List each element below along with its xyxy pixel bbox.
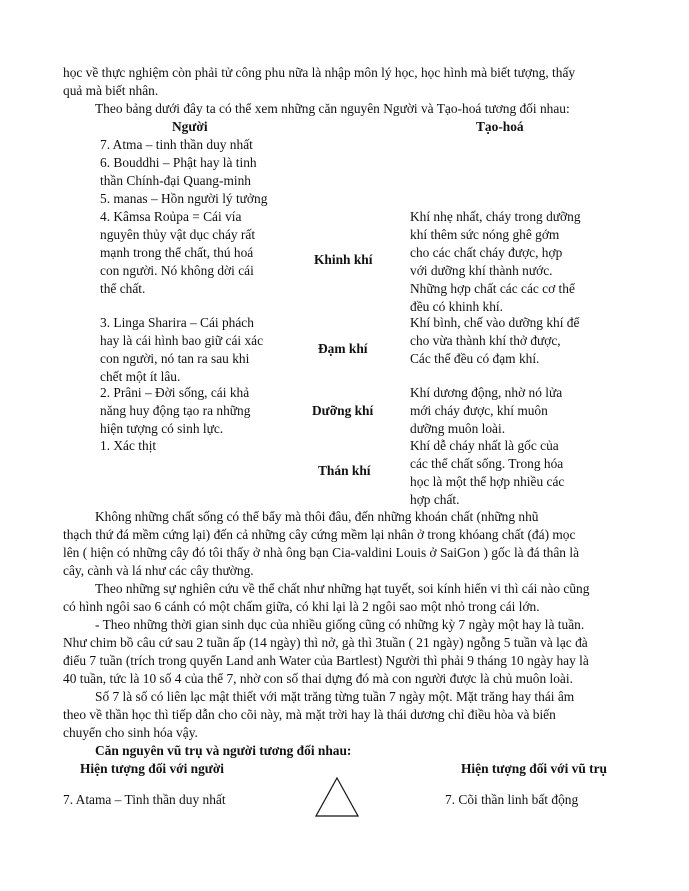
col-right-title: Hiện tượng đối với vũ trụ — [461, 761, 608, 776]
table-row-than-left — [100, 437, 156, 455]
table-cell-line: học là một thể hợp nhiều các — [410, 474, 565, 489]
table-cell-line: cho vừa thành khí thở được, — [410, 333, 561, 348]
col-left-title: Hiện tượng đối với người — [80, 761, 224, 776]
table-cell-line: với dưỡng khí thành nước. — [410, 263, 553, 278]
para-1-line: Không những chất sống có thể bẩy mà thôi đâu, đến những khoán chất (những nhũ — [95, 509, 539, 524]
table-row-duong-right — [410, 384, 562, 438]
table-cell-line: mới cháy được, khí muôn — [410, 403, 548, 418]
bottom-left-entry: 7. Atama – Tinh thần duy nhất — [63, 792, 226, 807]
table-cell-line: hay là cái hình bao giữ cái xác — [100, 333, 264, 348]
triangle-icon — [314, 776, 360, 818]
table-row-than-right — [410, 437, 564, 509]
para-1-line: cây, cành và lá như các cây thường. — [63, 563, 254, 578]
table-cell-line: thể chất. — [100, 281, 146, 296]
table-cell-line: 3. Linga Sharira – Cái phách — [100, 315, 254, 330]
table-cell-line: 1. Xác thịt — [100, 438, 157, 453]
table-row-dam-right — [410, 314, 579, 368]
table-cell-line: con người, nó tan ra sau khi — [100, 351, 250, 366]
table-left-top — [100, 136, 267, 208]
table-cell-line: 2. Prâni – Đời sống, cái khả — [100, 385, 250, 400]
bottom-right-entry: 7. Cõi thần linh bất động — [445, 792, 579, 807]
table-cell-line: Các thể đều có đạm khí. — [410, 351, 540, 366]
para-4-line: chuyển cho sinh hóa vậy. — [63, 725, 198, 740]
table-cell-line: đều có khinh khí. — [410, 299, 503, 314]
para-3-line: 40 tuần, tức là 10 số 4 của thể 7, nhờ con số thai dựng đó mà con người được là chủ muôn loài. — [63, 671, 573, 686]
table-cell-line: Khí nhẹ nhất, cháy trong dưỡng — [410, 209, 581, 224]
para-1-line: lên ( hiện có những cây đó tôi thấy ở nhà ông bạn Cia-valdini Louis ở SaiGon ) gốc là đá thân là — [63, 545, 580, 560]
table-cell-line: khí thêm sức nóng ghê gớm — [410, 227, 560, 242]
table-cell-line: chết một ít lâu. — [100, 369, 181, 384]
table-header-taohoa: Tạo-hoá — [476, 119, 524, 134]
table-cell-line: Khí dễ cháy nhất là gốc của — [410, 438, 559, 453]
table-row-than-label: Thán khí — [318, 463, 371, 478]
table-cell-line: cho các chất cháy được, hợp — [410, 245, 563, 260]
table-row-khinh-left — [100, 208, 255, 298]
para-2-line: Theo những sự nghiên cứu về thể chất như những hạt tuyết, soi kính hiển vi thì cái nào cũng — [95, 581, 590, 596]
para-3-line: Như chim bồ câu cứ sau 2 tuần ấp (14 ngày) thì nở, gà thì 3tuần ( 21 ngày) ngỗng 5 tuần và lạc đà — [63, 635, 588, 650]
table-row-khinh-right — [410, 208, 581, 316]
table-cell-line: nguyên thủy vật dục cháy rất — [100, 227, 256, 242]
intro-line-1: học về thực nghiệm còn phải tử công phu nữa là nhập môn lý học, học hình mà biết tượng, thấy — [63, 65, 576, 80]
intro-line-2: quả mà biết nhân. — [63, 83, 159, 98]
table-header-nguoi: Người — [172, 119, 208, 134]
table-cell-line: 4. Kâmsa Roủpa = Cái vía — [100, 209, 242, 224]
table-left-top-line: 7. Atma – tinh thần duy nhất — [100, 137, 253, 152]
table-row-dam-left — [100, 314, 263, 386]
table-cell-line: năng huy động tạo ra những — [100, 403, 251, 418]
table-cell-line: dưỡng muôn loài. — [410, 421, 506, 436]
table-cell-line: Khí bình, chế vào dưỡng khí để — [410, 315, 580, 330]
table-row-dam-label: Đạm khí — [318, 341, 368, 356]
table-cell-line: các thể chất sống. Trong hóa — [410, 456, 564, 471]
table-cell-line: hợp chất. — [410, 492, 460, 507]
table-row-duong-label: Dưỡng khí — [312, 403, 374, 418]
table-left-top-line: 6. Bouddhi – Phật hay là tinh — [100, 155, 257, 170]
section-title: Căn nguyên vũ trụ và người tương đối nhau: — [95, 743, 352, 758]
table-row-duong-left — [100, 384, 250, 438]
table-row-khinh-label: Khinh khí — [314, 252, 373, 267]
para-2-line: có hình ngôi sao 6 cánh có một chấm giữa, có khi lại là 2 ngôi sao một nhỏ trong cái lớn. — [63, 599, 540, 614]
para-3-line: - Theo những thời gian sinh dục của nhiều giống cũng có những kỳ 7 ngày một hay là tuần. — [95, 617, 585, 632]
table-cell-line: hiện tượng có sinh lực. — [100, 421, 224, 436]
para-4-line: Số 7 là số có liên lạc mật thiết với mặt trăng từng tuần 7 ngày một. Mặt trăng hay thái âm — [95, 689, 575, 704]
table-cell-line: Những hợp chất các các cơ thể — [410, 281, 575, 296]
table-intro: Theo bảng dưới đây ta có thể xem những căn nguyên Người và Tạo-hoá tương đối nhau: — [95, 101, 570, 116]
table-cell-line: mạnh trong thể chất, thú hoá — [100, 245, 254, 260]
table-left-top-line: 5. manas – Hồn người lý tưởng — [100, 191, 268, 206]
para-3-line: điểu 7 tuần (trích trong quyển Land anh Water của Bartlest) Người thì phải 9 tháng 10 ngày hay là — [63, 653, 589, 668]
para-1-line: thạch thứ đá mềm cứng lại) đến cả những cây cứng mềm lại nhân ở trong khóang chất (đá) mọc — [63, 527, 576, 542]
table-left-top-line: thần Chính-đại Quang-minh — [100, 173, 251, 188]
table-cell-line: Khí dương động, nhờ nó lửa — [410, 385, 563, 400]
para-4-line: theo về thần học thì tiếp dẫn cho cõi này, mà mặt trời hay là thái dương chỉ điều hòa và biến — [63, 707, 556, 722]
table-cell-line: con người. Nó không dời cái — [100, 263, 254, 278]
